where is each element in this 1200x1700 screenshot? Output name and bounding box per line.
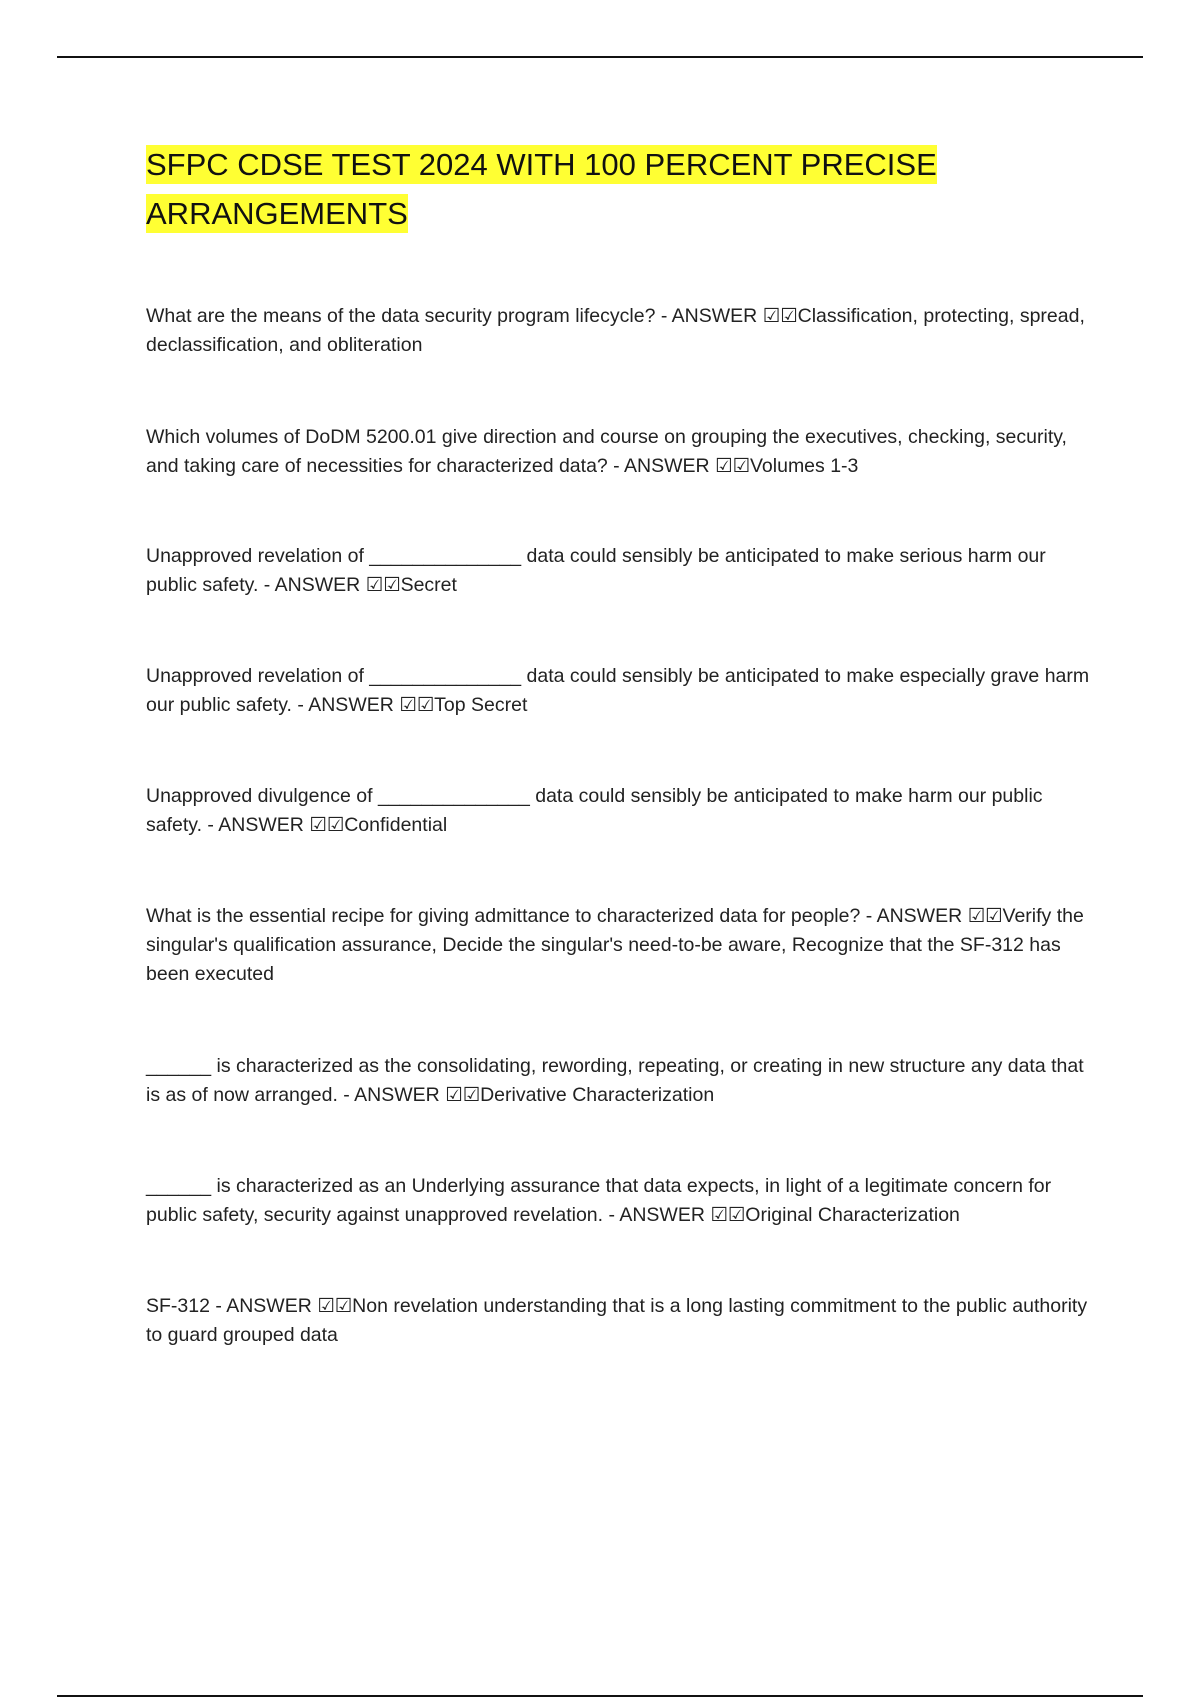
title-line-1: SFPC CDSE TEST 2024 WITH 100 PERCENT PRECISE <box>146 147 937 182</box>
qa-item-7: ______ is characterized as the consolidating, rewording, repeating, or creating in new structure any data that is as of now arranged. - ANSWER ☑☑Derivative Characterization <box>146 1055 1084 1106</box>
qa-item-3: Unapproved revelation of ______________ data could sensibly be anticipated to make serious harm our public safety. - ANSWER ☑☑Secret <box>146 545 1046 596</box>
qa-item-5: Unapproved divulgence of ______________ data could sensibly be anticipated to make harm our public safety. - ANSWER ☑☑Confidential <box>146 785 1043 836</box>
qa-item-9: SF-312 - ANSWER ☑☑Non revelation understanding that is a long lasting commitment to the public authority to guard grouped data <box>146 1295 1088 1346</box>
top-rule <box>57 56 1143 58</box>
qa-item-1: What are the means of the data security program lifecycle? - ANSWER ☑☑Classification, protecting, spread, declassification, and obliteration <box>146 305 1085 356</box>
document-title <box>146 140 1046 238</box>
bottom-rule <box>57 1695 1143 1697</box>
qa-item-2: Which volumes of DoDM 5200.01 give direction and course on grouping the executives, checking, security, and taking care of necessities for characterized data? - ANSWER ☑☑Volumes 1-3 <box>146 426 1067 477</box>
qa-item-8: ______ is characterized as an Underlying assurance that data expects, in light of a legitimate concern for public safety, security against unapproved revelation. - ANSWER ☑☑Original Characterization <box>146 1175 1052 1226</box>
qa-item-6: What is the essential recipe for giving admittance to characterized data for people? - ANSWER ☑☑Verify the singular's qualification assurance, Decide the singular's need-to-be aware, Recognize that the SF-312 has been executed <box>146 905 1084 985</box>
qa-item-4: Unapproved revelation of ______________ data could sensibly be anticipated to make especially grave harm our public safety. - ANSWER ☑☑Top Secret <box>146 665 1090 716</box>
title-line-2: ARRANGEMENTS <box>146 196 408 231</box>
